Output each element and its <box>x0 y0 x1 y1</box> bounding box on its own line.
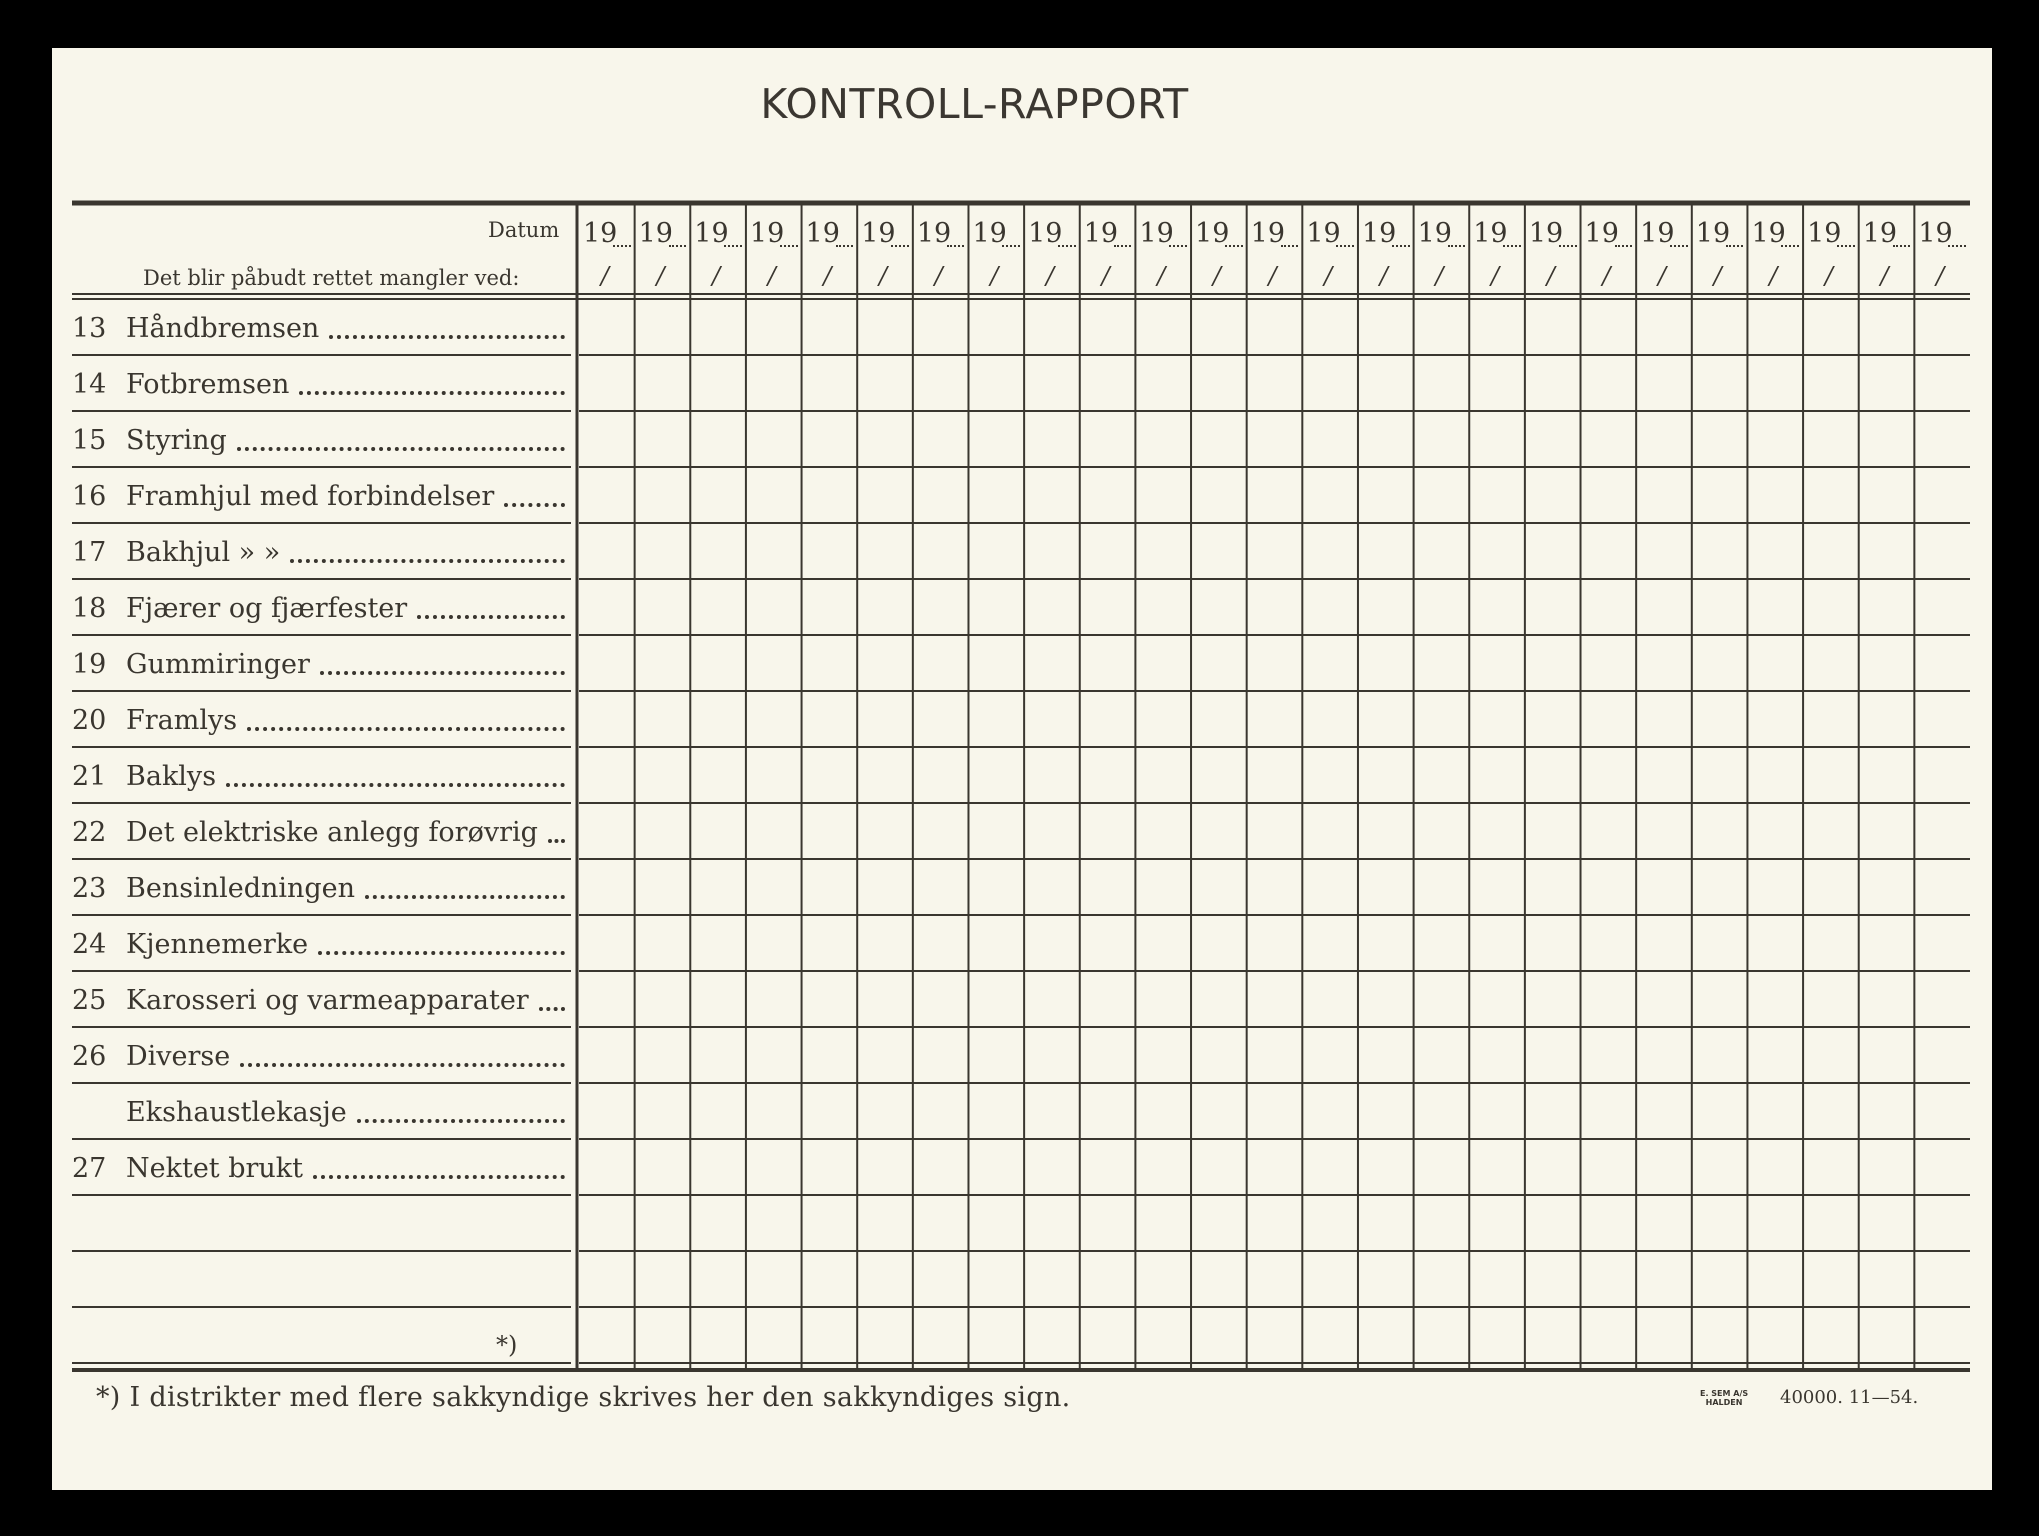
printer-name: E. SEM A/S <box>1700 1389 1749 1398</box>
date-slash: / <box>990 262 999 290</box>
date-year-dots <box>1169 245 1187 247</box>
row-label: Styring <box>126 425 227 456</box>
row-dot-leader <box>320 671 565 675</box>
printer-mark <box>1700 1389 1748 1407</box>
row-dot-leader <box>357 1119 565 1123</box>
date-year-prefix: 19 <box>1751 218 1786 249</box>
date-slash: / <box>1379 262 1388 290</box>
date-year-dots <box>1002 245 1020 247</box>
date-year-dots <box>613 245 631 247</box>
row-number: 14 <box>72 369 107 400</box>
row-label: Diverse <box>126 1041 231 1072</box>
row-number: 25 <box>72 985 107 1016</box>
date-year-prefix: 19 <box>638 218 673 249</box>
date-slash: / <box>1101 262 1110 290</box>
date-year-dots <box>1559 245 1577 247</box>
date-slash: / <box>656 262 665 290</box>
row-label: Baklys <box>126 761 217 792</box>
date-year-prefix: 19 <box>916 218 952 249</box>
date-year-prefix: 19 <box>1417 218 1452 249</box>
row-number: 13 <box>72 313 107 344</box>
date-year-prefix: 19 <box>1306 218 1341 249</box>
date-slash: / <box>1769 262 1778 290</box>
print-code: 40000. 11—54. <box>1780 1387 1919 1408</box>
date-year-prefix: 19 <box>805 218 840 249</box>
date-slash: / <box>1657 262 1667 290</box>
date-year-dots <box>1336 245 1354 247</box>
date-year-prefix: 19 <box>1250 218 1286 249</box>
row-label: Gummiringer <box>126 649 310 680</box>
row-dot-leader <box>299 391 565 395</box>
date-year-prefix: 19 <box>1139 218 1174 249</box>
row-number: 17 <box>72 537 107 568</box>
row-dot-leader <box>318 951 565 955</box>
date-year-prefix: 19 <box>749 218 785 249</box>
row-dot-leader <box>247 727 565 731</box>
row-number: 18 <box>72 593 107 624</box>
date-slash: / <box>934 262 943 290</box>
row-dot-leader <box>504 503 565 507</box>
row-label: Bakhjul » » <box>126 537 281 568</box>
row-label: Kjennemerke <box>126 929 309 960</box>
date-slash: / <box>767 262 776 290</box>
date-slash: / <box>879 262 888 290</box>
row-dot-leader <box>290 559 565 563</box>
date-year-dots <box>1281 245 1299 247</box>
row-label: Fjærer og fjærfester <box>126 593 408 624</box>
row-dot-leader <box>226 783 565 787</box>
date-year-dots <box>891 245 909 247</box>
row-label: Bensinledningen <box>126 873 356 904</box>
date-slash: / <box>600 262 609 290</box>
date-slash: / <box>1602 262 1611 290</box>
date-year-dots <box>1225 245 1243 247</box>
row-dot-leader <box>240 1063 565 1067</box>
row-dot-leader <box>237 447 565 451</box>
date-year-prefix: 19 <box>1028 218 1063 249</box>
date-slash: / <box>1936 262 1945 290</box>
date-year-prefix: 19 <box>1862 218 1898 249</box>
date-slash: / <box>823 262 832 290</box>
row-label: Nektet brukt <box>126 1153 304 1184</box>
date-slash: / <box>1491 262 1500 290</box>
date-year-prefix: 19 <box>1584 218 1619 249</box>
date-year-dots <box>669 245 687 247</box>
printer-city: HALDEN <box>1705 1398 1743 1407</box>
date-year-prefix: 19 <box>861 218 896 249</box>
row-number: 15 <box>72 425 107 456</box>
date-year-dots <box>947 245 965 247</box>
date-slash: / <box>1212 262 1221 290</box>
date-year-prefix: 19 <box>1918 218 1953 249</box>
date-year-dots <box>1670 245 1688 247</box>
date-year-prefix: 19 <box>972 218 1007 249</box>
date-slash: / <box>1435 262 1444 290</box>
row-number: 23 <box>72 873 107 904</box>
date-year-prefix: 19 <box>1528 218 1564 249</box>
date-year-dots <box>1058 245 1076 247</box>
row-number: 22 <box>72 817 107 848</box>
date-slash: / <box>1546 262 1555 290</box>
datum-label: Datum <box>488 218 560 242</box>
row-dot-leader <box>417 615 565 619</box>
date-year-dots <box>836 245 854 247</box>
date-year-prefix: 19 <box>694 218 729 249</box>
row-dot-leader <box>313 1175 565 1179</box>
row-label: Karosseri og varmeapparater <box>126 985 529 1016</box>
date-year-prefix: 19 <box>1473 218 1508 249</box>
date-slash: / <box>1268 262 1277 290</box>
footnote: *) I distrikter med flere sakkyndige skrives her den sakkyndiges sign. <box>96 1382 1071 1413</box>
row-label: Fotbremsen <box>126 369 290 400</box>
signature-marker: *) <box>496 1331 518 1359</box>
row-dot-leader <box>539 1007 565 1011</box>
row-number: 16 <box>72 481 107 512</box>
date-slash: / <box>1880 262 1889 290</box>
row-label: Det elektriske anlegg forøvrig <box>126 817 538 848</box>
date-slash: / <box>1324 262 1333 290</box>
date-year-prefix: 19 <box>1807 218 1842 249</box>
row-dot-leader <box>329 335 565 339</box>
row-number: 20 <box>72 705 107 736</box>
row-label: Framhjul med forbindelser <box>126 481 495 512</box>
date-year-dots <box>1114 245 1132 247</box>
instruction-label: Det blir påbudt rettet mangler ved: <box>143 266 520 290</box>
row-number: 26 <box>72 1041 107 1072</box>
date-slash: / <box>1157 262 1166 290</box>
form-title: KONTROLL-RAPPORT <box>760 80 1189 128</box>
date-year-dots <box>1726 245 1744 247</box>
date-year-prefix: 19 <box>583 218 618 249</box>
date-year-dots <box>1615 245 1633 247</box>
date-slash: / <box>1824 262 1833 290</box>
date-year-prefix: 19 <box>1361 218 1397 249</box>
row-dot-leader <box>365 895 565 899</box>
date-slash: / <box>712 262 721 290</box>
row-label: Framlys <box>126 705 238 736</box>
row-number: 21 <box>72 761 107 792</box>
date-slash: / <box>1713 262 1722 290</box>
date-year-prefix: 19 <box>1695 218 1731 249</box>
row-number: 19 <box>72 649 107 680</box>
date-slash: / <box>1045 262 1055 290</box>
date-year-prefix: 19 <box>1640 218 1675 249</box>
row-number: 27 <box>72 1153 107 1184</box>
date-year-dots <box>1448 245 1466 247</box>
row-number: 24 <box>72 929 107 960</box>
date-year-prefix: 19 <box>1195 218 1230 249</box>
date-year-dots <box>1893 245 1911 247</box>
row-dot-leader <box>548 839 565 843</box>
date-year-dots <box>724 245 742 247</box>
date-year-dots <box>1948 245 1966 247</box>
date-year-dots <box>1837 245 1855 247</box>
date-year-dots <box>1781 245 1799 247</box>
date-year-dots <box>1392 245 1410 247</box>
date-year-dots <box>780 245 798 247</box>
date-year-dots <box>1503 245 1521 247</box>
date-year-prefix: 19 <box>1083 218 1119 249</box>
row-label: Håndbremsen <box>126 313 320 344</box>
row-label: Ekshaustlekasje <box>126 1097 347 1128</box>
